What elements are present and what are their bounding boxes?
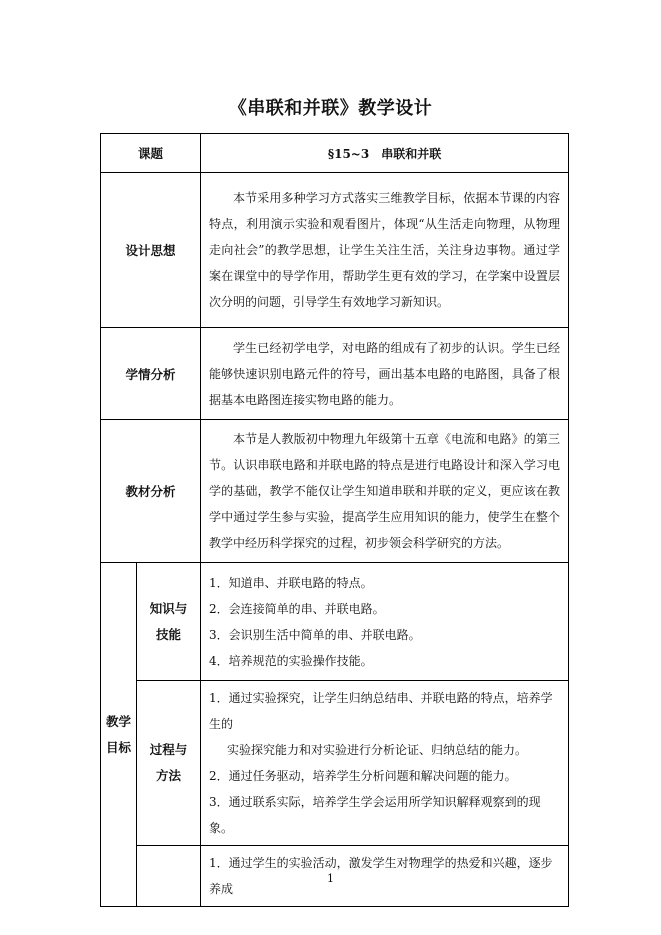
student-text: 学生已经初学电学，对电路的组成有了初步的认识。学生已经能够快速识别电路元件的符号，画出基本电路的电路图，具备了根据基本电路图连接实物电路的能力。 [209, 340, 561, 407]
topic-row [101, 134, 569, 173]
list-item: 1．知道串、并联电路的特点。 [209, 575, 373, 590]
page-number: 1 [327, 872, 334, 885]
process-label-line2: 方法 [156, 768, 182, 783]
design-label: 设计思想 [101, 173, 201, 328]
student-row [101, 328, 569, 420]
list-item: 2．通过任务驱动，培养学生分析问题和解决问题的能力。 [209, 769, 517, 783]
knowledge-label-line2: 技能 [156, 626, 182, 642]
process-row [101, 681, 569, 846]
design-text: 本节采用多种学习方式落实三维教学目标，依据本节课的内容特点，利用演示实验和观看图片，体现“从生活走向物理，从物理走向社会”的教学思想，让学生关注生活，关注身边事物。通过学案在课堂中的导学作用，帮助学生更有效的学习，在学案中设置层次分明的问题，引导学生有效地学习新知识。 [209, 191, 561, 309]
knowledge-row [101, 563, 569, 681]
material-row [101, 420, 569, 563]
topic-label: 课题 [101, 134, 201, 173]
design-row [101, 173, 569, 328]
goals-label-line1: 教学 [105, 713, 131, 729]
process-label-line1: 过程与 [149, 742, 188, 757]
goals-label [101, 563, 137, 907]
knowledge-label-line1: 知识与 [149, 600, 188, 616]
list-item: 实验探究能力和对实验进行分析论证、归纳总结的能力。 [227, 743, 528, 757]
list-item: 4．培养规范的实验操作技能。 [209, 653, 373, 668]
material-text: 本节是人教版初中物理九年级第十五章《电流和电路》的第三节。认识串联电路和并联电路的特点是进行电路设计和深入学习电学的基础，教学不能仅让学生知道串联和并联的定义，更应该在教学中通过学生参与实验，提高学生应用知识的能力，使学生在整个教学中经历科学探究的过程，初步领会科学研究的方法。 [209, 432, 561, 550]
knowledge-label [137, 563, 201, 681]
list-item: 1．通过实验探究，让学生归纳总结串、并联电路的特点，培养学生的 [209, 691, 553, 731]
material-label: 教材分析 [101, 420, 201, 563]
student-label: 学情分析 [101, 328, 201, 420]
knowledge-list [201, 566, 568, 678]
list-item: 3．会识别生活中简单的串、并联电路。 [209, 627, 421, 642]
lesson-design-table [100, 133, 569, 907]
goals-label-line2: 目标 [105, 739, 131, 755]
process-list [201, 681, 568, 845]
list-item: 3．通过联系实际，培养学生学会运用所学知识解释观察到的现象。 [209, 795, 541, 835]
topic-value: §15~3 串联和并联 [201, 134, 569, 173]
page-title: 《串联和并联》教学设计 [228, 98, 433, 119]
process-label [137, 681, 201, 846]
list-item: 2．会连接简单的串、并联电路。 [209, 601, 385, 616]
list-item: 1．通过学生的实验活动，激发学生对物理学的热爱和兴趣，逐步养成 [209, 856, 553, 896]
